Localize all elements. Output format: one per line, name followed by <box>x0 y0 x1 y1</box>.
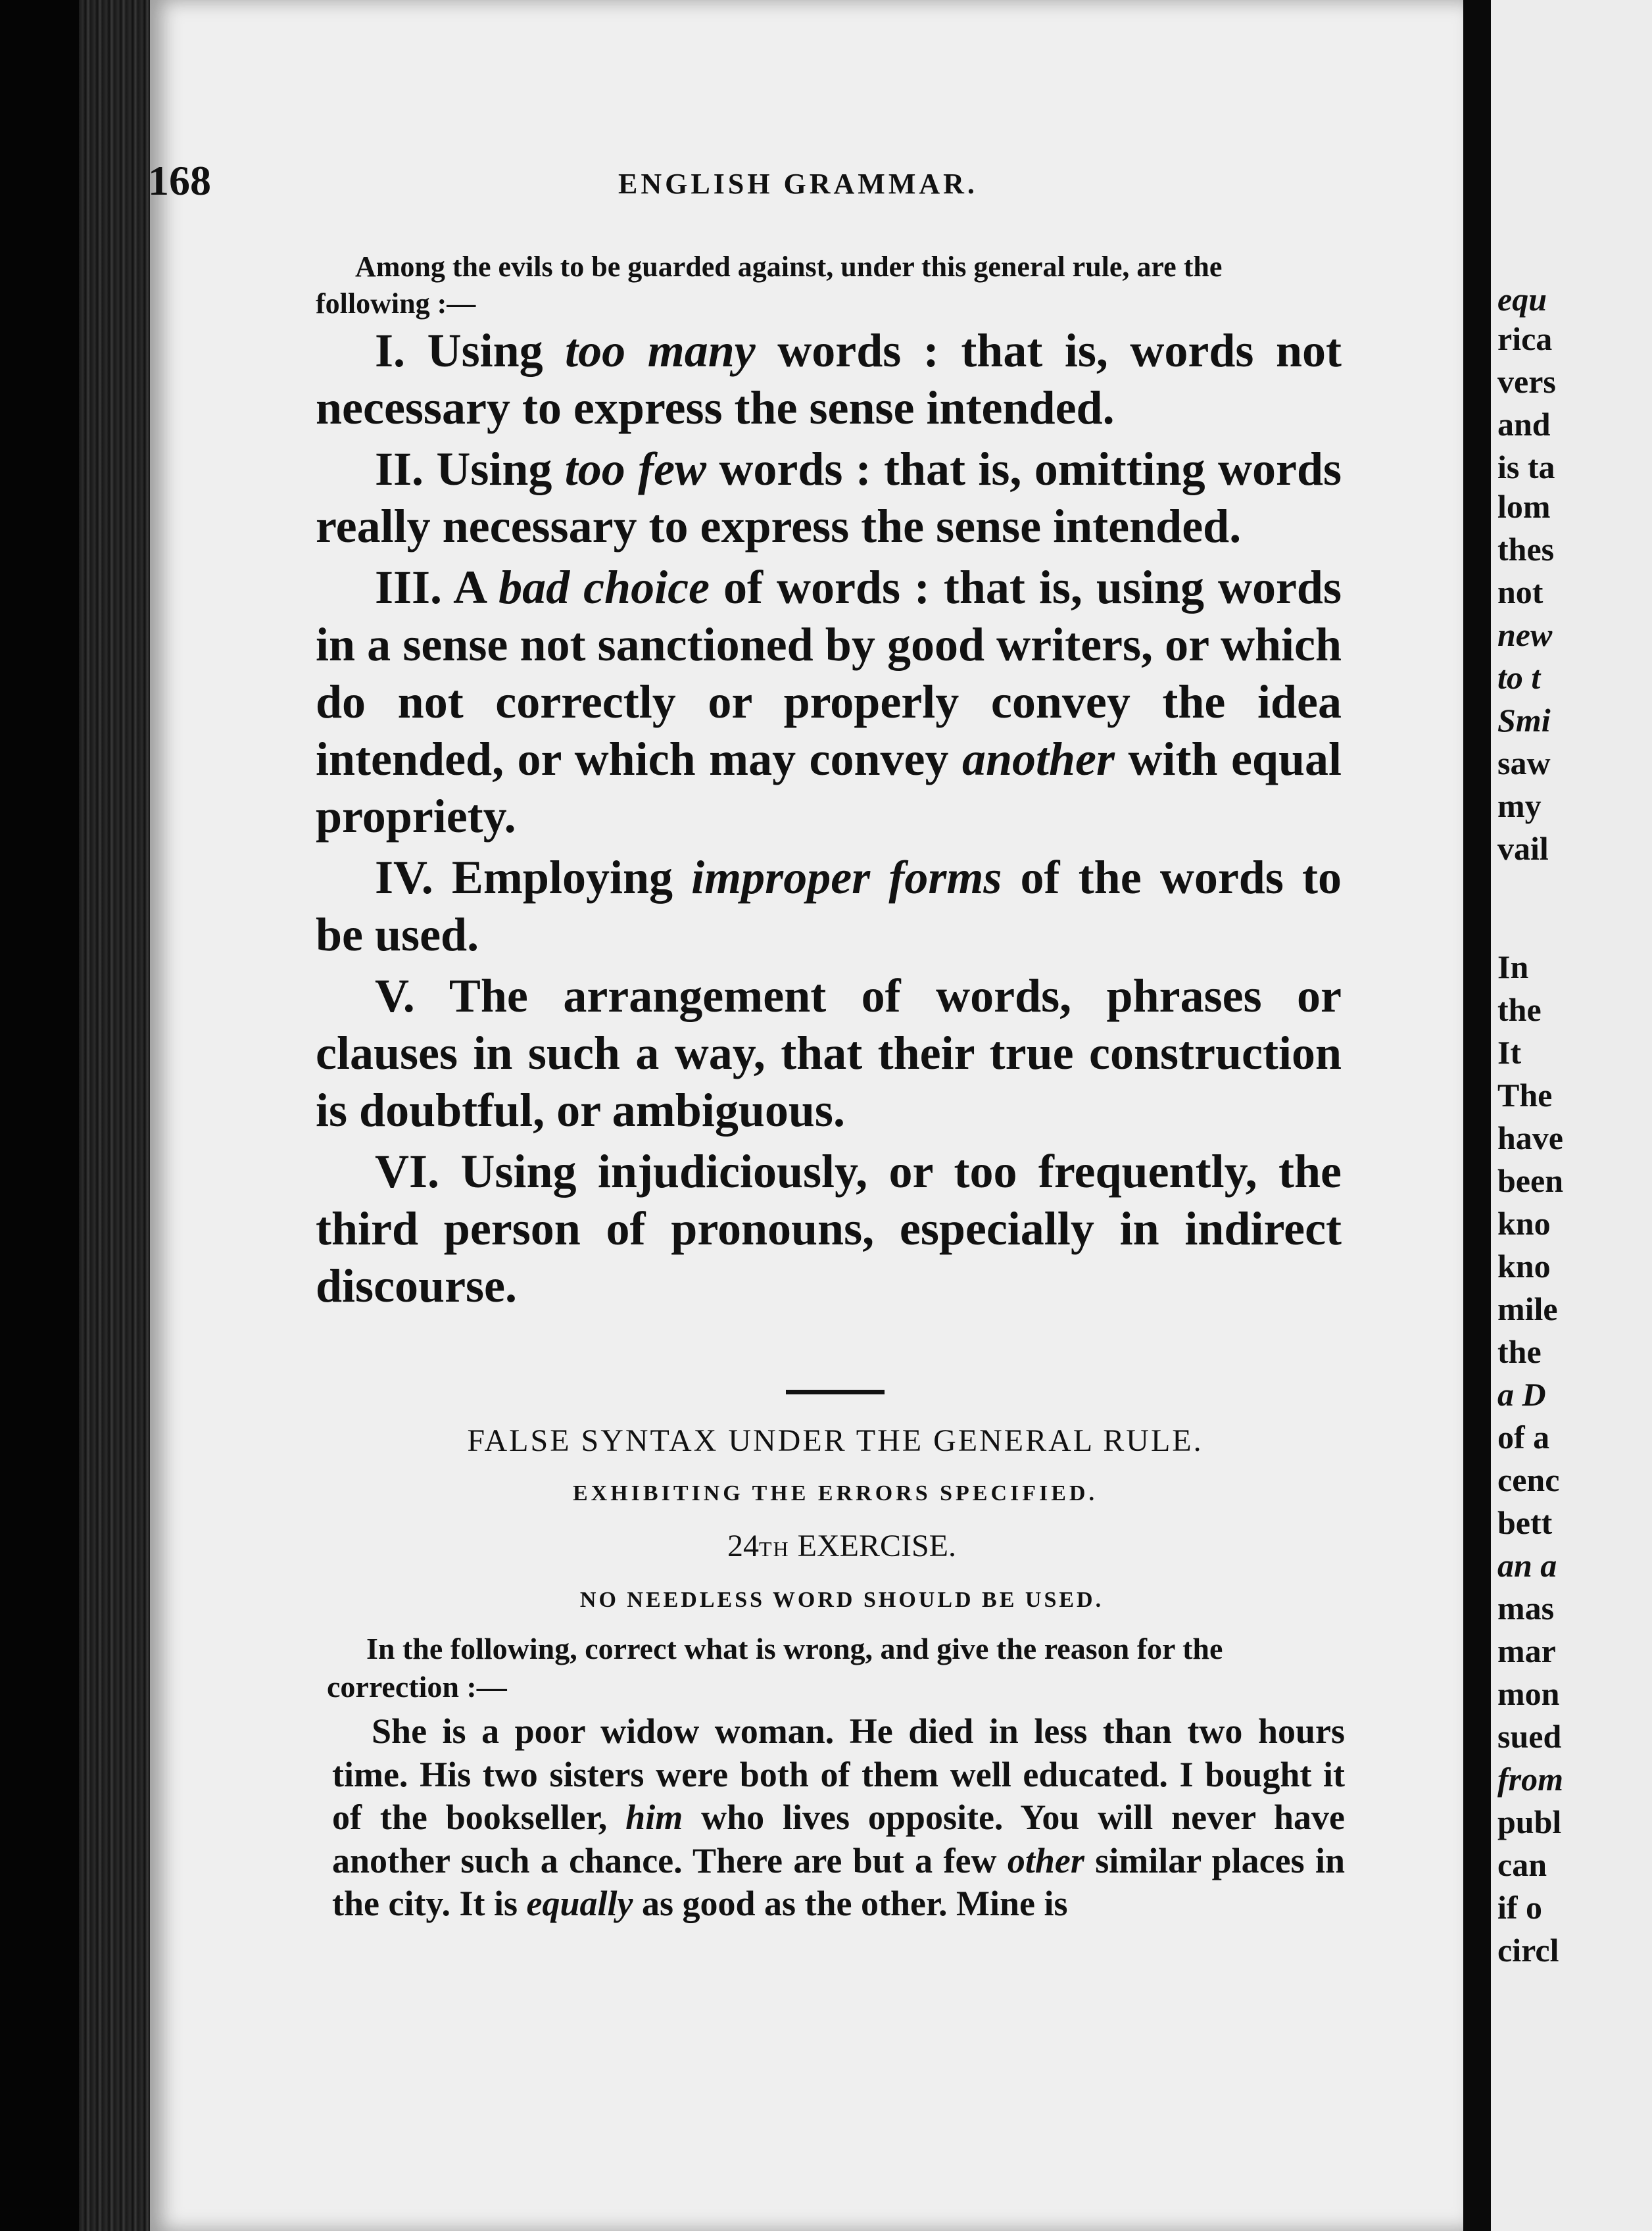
rule-text: Using <box>405 324 566 377</box>
facing-page-fragment: can <box>1497 1846 1547 1883</box>
facing-page-fragment: Smi <box>1497 702 1551 739</box>
exercise-suffix: TH <box>759 1537 790 1561</box>
facing-page-fragment: kno <box>1497 1248 1551 1285</box>
rule-text: words : that is, words not necessary to express the sense intended. <box>316 324 1342 434</box>
exercise-word: EXERCISE. <box>789 1529 956 1563</box>
facing-page-fragment: mar <box>1497 1632 1556 1669</box>
facing-page-fragment: cenc <box>1497 1461 1560 1498</box>
page-gutter <box>1463 0 1491 2231</box>
facing-page-fragment: rica <box>1497 320 1553 357</box>
intro-paragraph: Among the evils to be guarded against, under this general rule, are the following :— <box>316 251 1223 320</box>
right-page-edge <box>1491 0 1652 2231</box>
rule-emphasis: too many <box>565 324 756 377</box>
facing-page-fragment: of a <box>1497 1419 1550 1456</box>
facing-page-fragment: my <box>1497 787 1542 824</box>
facing-page-fragment: bett <box>1497 1504 1553 1541</box>
facing-page-fragment: to t <box>1497 659 1541 696</box>
rule-text: Using injudiciously, or too frequently, the third person of pronouns, especially in indirect discourse. <box>316 1145 1342 1312</box>
rule-emphasis: another <box>961 733 1115 785</box>
facing-page-fragment: if o <box>1497 1889 1543 1926</box>
rule-numeral: IV. <box>375 851 433 904</box>
rule-numeral: VI. <box>375 1145 440 1198</box>
facing-page-fragment: an a <box>1497 1547 1557 1584</box>
facing-page-fragment: a D <box>1497 1376 1546 1413</box>
facing-page-fragment: The <box>1497 1077 1553 1114</box>
rule-2 <box>316 441 1342 555</box>
exercise-emphasis: equally <box>526 1884 633 1923</box>
rule-text: A <box>442 561 499 614</box>
facing-page-fragment: equ <box>1497 281 1547 318</box>
heading-needless: NO NEEDLESS WORD SHOULD BE USED. <box>579 1588 1104 1612</box>
facing-page-fragment: the <box>1497 991 1542 1028</box>
rule-numeral: II. <box>375 443 424 495</box>
exercise-text: similar places in the city. It is <box>332 1840 1345 1923</box>
rule-text: words : that is, omitting words really necessary to express the sense intended. <box>316 443 1342 552</box>
rule-4 <box>316 849 1342 964</box>
page-edges <box>79 0 151 2231</box>
rules-list <box>316 322 1342 1319</box>
facing-page-fragment: circl <box>1497 1932 1559 1969</box>
rule-emphasis: too few <box>564 443 707 495</box>
facing-page-fragment: and <box>1497 406 1551 443</box>
facing-page-fragment: new <box>1497 616 1553 653</box>
facing-page-fragment: mas <box>1497 1590 1555 1627</box>
rule-text: of the words to be used. <box>316 851 1342 961</box>
facing-page-fragment: mile <box>1497 1290 1558 1327</box>
facing-page-fragment: been <box>1497 1162 1563 1199</box>
rule-text: Employing <box>433 851 692 904</box>
facing-page-fragment: vers <box>1497 363 1556 400</box>
heading-exhibiting: EXHIBITING THE ERRORS SPECIFIED. <box>573 1481 1098 1506</box>
facing-page-fragment: mon <box>1497 1675 1560 1712</box>
rule-text: The arrangement of words, phrases or clauses in such a way, that their true construction is doubtful, or ambiguous. <box>316 969 1342 1137</box>
book-binding <box>0 0 79 2231</box>
rule-emphasis: bad choice <box>498 561 710 614</box>
exercise-number: 24 <box>727 1529 759 1563</box>
rule-text: Using <box>424 443 565 495</box>
rule-text: with equal propriety. <box>316 733 1342 843</box>
facing-page-fragment: have <box>1497 1119 1563 1156</box>
heading-false-syntax: FALSE SYNTAX UNDER THE GENERAL RULE. <box>467 1423 1203 1458</box>
rule-1 <box>316 322 1342 437</box>
rule-5 <box>316 968 1342 1139</box>
rule-numeral: V. <box>375 969 415 1022</box>
rule-numeral: III. <box>375 561 443 614</box>
facing-page-fragment: from <box>1497 1761 1563 1798</box>
exercise-emphasis: other <box>1007 1840 1084 1880</box>
rule-emphasis: improper forms <box>691 851 1002 904</box>
exercise-text: She is a poor widow woman. He died in less than two hours time. His two sisters were both of them well educated. I bought it of the bookseller, <box>332 1711 1345 1837</box>
page-number: 168 <box>148 157 211 204</box>
facing-page-fragment: In <box>1497 948 1529 985</box>
facing-page-fragment: sued <box>1497 1718 1562 1755</box>
facing-page-fragment: the <box>1497 1333 1542 1370</box>
facing-page-fragment: is ta <box>1497 449 1555 485</box>
facing-page-fragment: lom <box>1497 488 1551 525</box>
running-head: ENGLISH GRAMMAR. <box>618 168 978 200</box>
exercise-text: as good as the other. Mine is <box>633 1884 1068 1923</box>
facing-page-fragment: thes <box>1497 531 1555 568</box>
facing-page-fragment: not <box>1497 574 1543 610</box>
exercise-emphasis: him <box>625 1798 683 1837</box>
heading-exercise <box>658 1528 1026 1564</box>
rule-text: of words : that is, using words in a sense not sanctioned by good writers, or which do not correctly or properly convey the idea intended, or which may convey <box>316 561 1342 785</box>
facing-page-fragment: publ <box>1497 1803 1562 1840</box>
rule-numeral: I. <box>375 324 406 377</box>
rule-3 <box>316 559 1342 845</box>
exercise-text: who lives opposite. You will never have another such a chance. There are but a few <box>332 1798 1345 1880</box>
rule-6 <box>316 1143 1342 1315</box>
facing-page-fragment: kno <box>1497 1205 1551 1242</box>
facing-page-fragment: vail <box>1497 830 1549 867</box>
facing-page-fragment: saw <box>1497 745 1551 781</box>
exercise-paragraph <box>332 1710 1345 1926</box>
facing-page-fragment: It <box>1497 1034 1522 1071</box>
section-divider <box>786 1390 885 1394</box>
instructions-paragraph: In the following, correct what is wrong, and give the reason for the correction :— <box>327 1632 1223 1704</box>
